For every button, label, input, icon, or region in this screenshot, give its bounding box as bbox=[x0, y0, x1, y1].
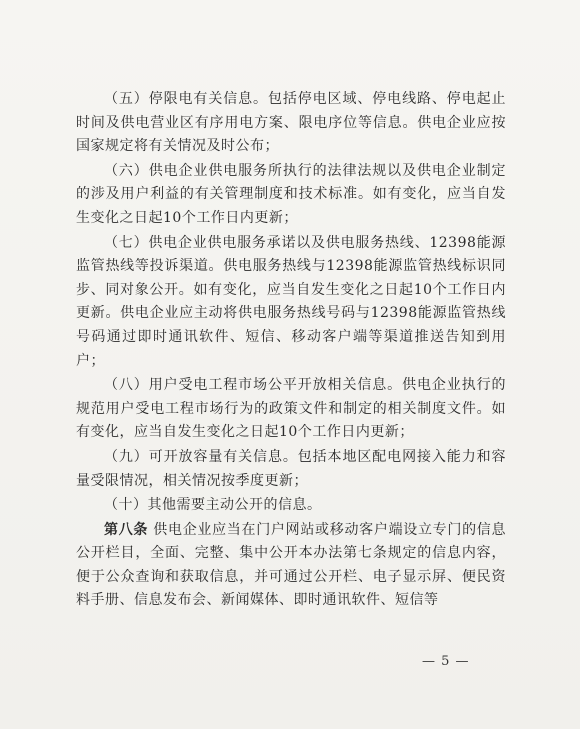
paragraph-item-5: （五）停限电有关信息。包括停电区域、停电线路、停电起止时间及供电营业区有序用电方案、限电序位等信息。供电企业应按国家规定将有关情况及时公布； bbox=[76, 91, 506, 155]
document-body bbox=[76, 88, 506, 614]
paragraph-item-9: （九）可开放容量有关信息。包括本地区配电网接入能力和容量受限情况，相关情况按季度更新； bbox=[76, 448, 506, 489]
article-8-paragraph bbox=[76, 519, 506, 613]
paragraph-item-7: （七）供电企业供电服务承诺以及供电服务热线、12398能源监管热线等投诉渠道。供电服务热线与12398能源监管热线标识同步、同对象公开。如有变化，应当自发生变化之日起10个工作日内更新。供电企业应主动将供电服务热线号码与12398能源监管热线号码通过即时通讯软件、短信、移动客户端等渠道推送告知到用户； bbox=[76, 234, 506, 369]
paragraph-item-8: （八）用户受电工程市场公平开放相关信息。供电企业执行的规范用户受电工程市场行为的政策文件和制定的相关制度文件。如有变化，应当自发生变化之日起10个工作日内更新； bbox=[76, 377, 506, 441]
paragraph-item-10: （十）其他需要主动公开的信息。 bbox=[104, 497, 322, 514]
article-label: 第八条 bbox=[104, 521, 149, 538]
paragraph-item-6: （六）供电企业供电服务所执行的法律法规以及供电企业制定的涉及用户利益的有关管理制度和技术标准。如有变化，应当自发生变化之日起10个工作日内更新； bbox=[76, 162, 506, 226]
page-number: — 5 — bbox=[422, 654, 470, 669]
article-text: 供电企业应当在门户网站或移动客户端设立专门的信息公开栏目，全面、完整、集中公开本办法第七条规定的信息内容，便于公众查询和获取信息，并可通过公开栏、电子显示屏、便民资料手册、信息发布会、新闻媒体、即时通讯软件、短信等 bbox=[76, 521, 507, 609]
